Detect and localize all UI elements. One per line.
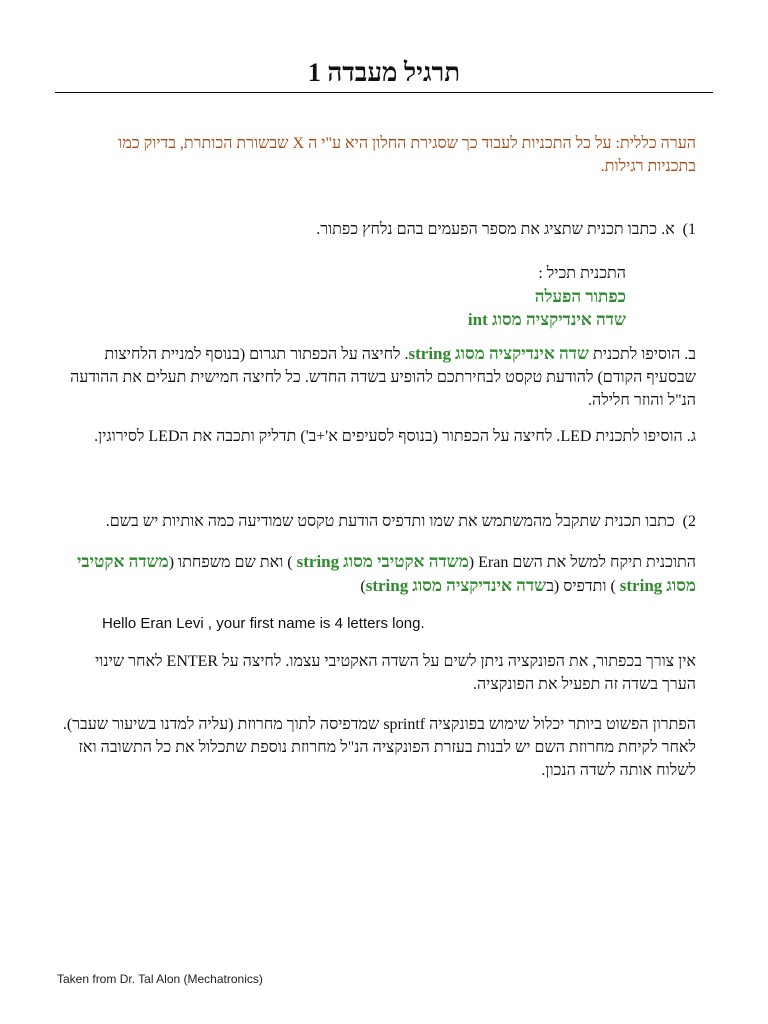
q2-number: 2) [682,513,696,530]
q1-part-c: ג. הוסיפו לתכנית LED. לחיצה על הכפתור (בנוסף לסעיפים א'+ב') תדליק ותכבה את הLED לסירוגין. [94,428,696,445]
q1-part-a-text: א. כתבו תכנית שתציג את מספר הפעמים בהם נלחץ כפתור. [316,221,675,238]
q2-enter-note: אין צורך בכפתור, את הפונקציה ניתן לשים על השדה האקטיבי עצמו. לחיצה על ENTER לאחר שינוי הערך בשדה זה תפעיל את הפונקציה. [95,653,696,693]
title-divider [55,92,713,93]
q1-item-button: כפתור הפעלה [534,287,626,306]
q2-example-text-1: התוכנית תיקח למשל את השם Eran ( [468,554,696,571]
q2-field-3: שדה אינדיקציה מסוג [412,576,547,595]
q2-example-text-2: ) ואת שם משפחתו ( [168,554,293,571]
q1-part-b-type: string [408,344,452,363]
q1-part-b [60,342,696,412]
footer-credit: Taken from Dr. Tal Alon (Mechatronics) [57,972,263,986]
page-title: תרגיל מעבדה 1 [307,58,461,87]
q2-example-text-4: ) [360,578,366,595]
general-note: הערה כללית: על כל התכניות לעבוד כך שסגירת החלון היא ע"י ה X שבשורת הכותרת, בדיוק כמו בתכניות רגילות. [118,135,696,175]
q1-part-b-pre: ב. הוסיפו לתכנית [589,346,696,363]
q1-part-b-field: שדה אינדיקציה מסוג [455,344,589,363]
q1-item-int-field: שדה אינדיקציה מסוג int [467,310,626,329]
q2-sample-output: Hello Eran Levi , your first name is 4 letters long. [102,615,425,632]
q2-type-3: string [365,576,409,595]
q2-field-1: משדה אקטיבי מסוג [343,552,469,571]
q1-contains-label: התכנית תכיל : [538,265,626,282]
q2-sprintf-note: הפתרון הפשוט ביותר יכלול שימוש בפונקציה sprintf שמדפיסה לתוך מחרוזת (עליה למדנו בשיעור שעבר). לאחר לקיחת מחרוזת השם יש לבנות בעזרת הפונקציה הנ"ל מחרוזת נוספת שתכלול את כל התשובה ואז לשלוח אותה לשדה הנכון. [62,716,696,779]
q2-text: כתבו תכנית שתקבל מהמשתמש את שמו ותדפיס הודעת טקסט שמודיעה כמה אותיות יש בשם. [105,513,675,530]
q2-statement [60,510,696,533]
q2-example [60,550,696,598]
q2-type-2: string [619,576,663,595]
q1-number: 1) [682,221,696,238]
q1-part-a [60,218,696,241]
q1-part-b-post: . לחיצה על הכפתור תגרום (בנוסף למניית הלחיצות שבסעיף הקודם) להודעת טקסט לבחירתכם להופיע בשדה החדש. כל לחיצה חמישית תעלים את ההודעה הנ"ל והוזר חלילה. [70,346,696,409]
q1-contains [96,262,626,331]
q2-type-1: string [296,552,340,571]
q2-example-text-3: ) ותדפיס (ב [546,578,616,595]
q2-field-2: משדה אקטיבי מסוג [76,552,696,595]
